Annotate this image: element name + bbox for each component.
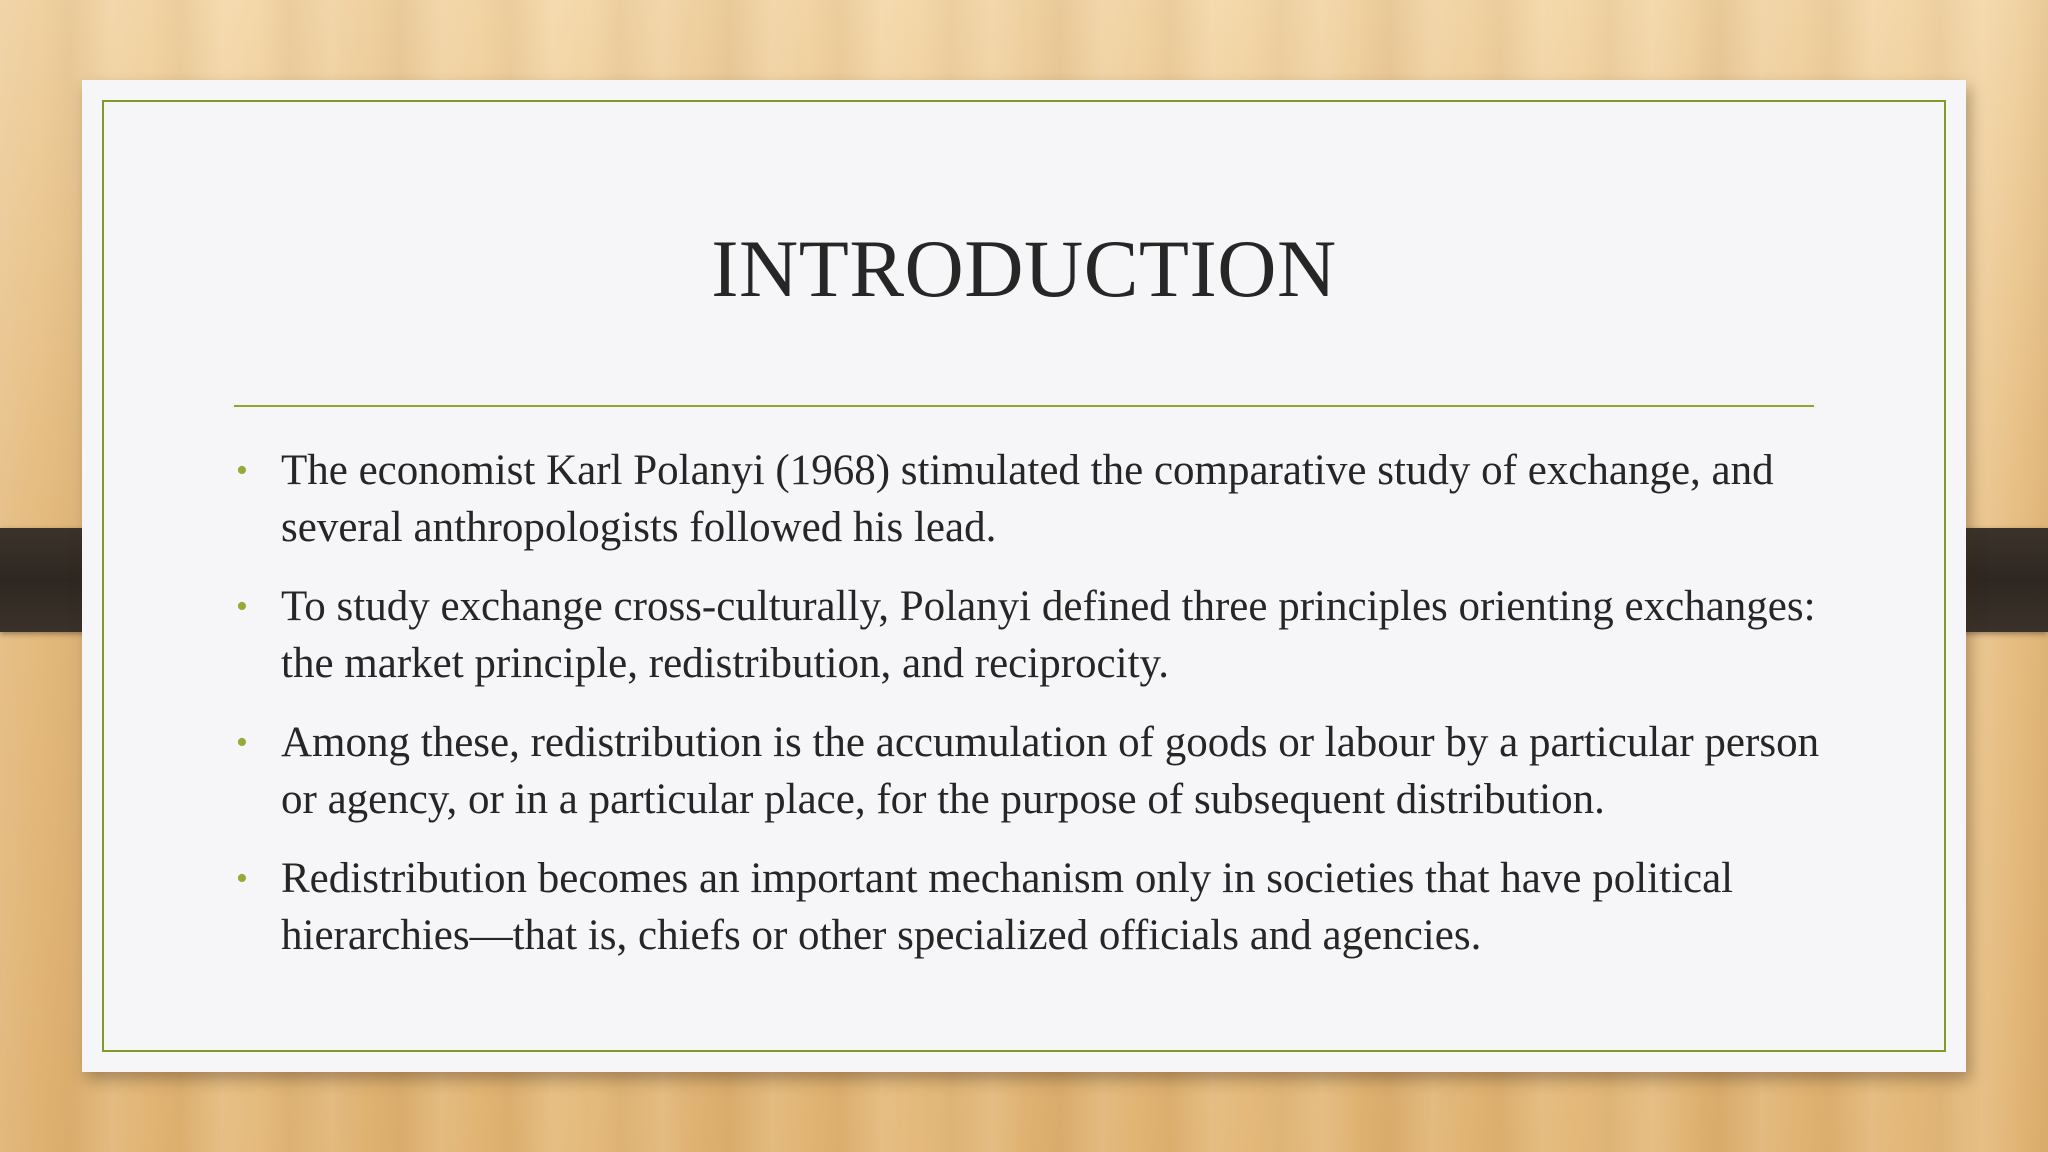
bullet-text: To study exchange cross-culturally, Polanyi defined three principles orienting exchanges: the market principle, redistribution, and reciprocity. — [281, 583, 1816, 687]
bullet-item — [234, 442, 1854, 556]
slide — [82, 80, 1966, 1072]
bullet-item — [234, 578, 1854, 692]
bullet-list — [234, 442, 1854, 986]
title-divider — [234, 405, 1814, 407]
bullet-item — [234, 714, 1854, 828]
bullet-item — [234, 850, 1854, 964]
bullet-icon: • — [236, 860, 248, 897]
bullet-icon: • — [236, 452, 248, 489]
bullet-text: The economist Karl Polanyi (1968) stimulated the comparative study of exchange, and several anthropologists followed his lead. — [281, 447, 1774, 551]
bullet-icon: • — [236, 588, 248, 625]
slide-title: INTRODUCTION — [711, 223, 1337, 314]
bullet-text: Among these, redistribution is the accumulation of goods or labour by a particular person or agency, or in a particular place, for the purpose of subsequent distribution. — [281, 719, 1820, 823]
bullet-text: Redistribution becomes an important mechanism only in societies that have political hierarchies—that is, chiefs or other specialized officials and agencies. — [281, 855, 1734, 959]
bullet-icon: • — [236, 724, 248, 761]
